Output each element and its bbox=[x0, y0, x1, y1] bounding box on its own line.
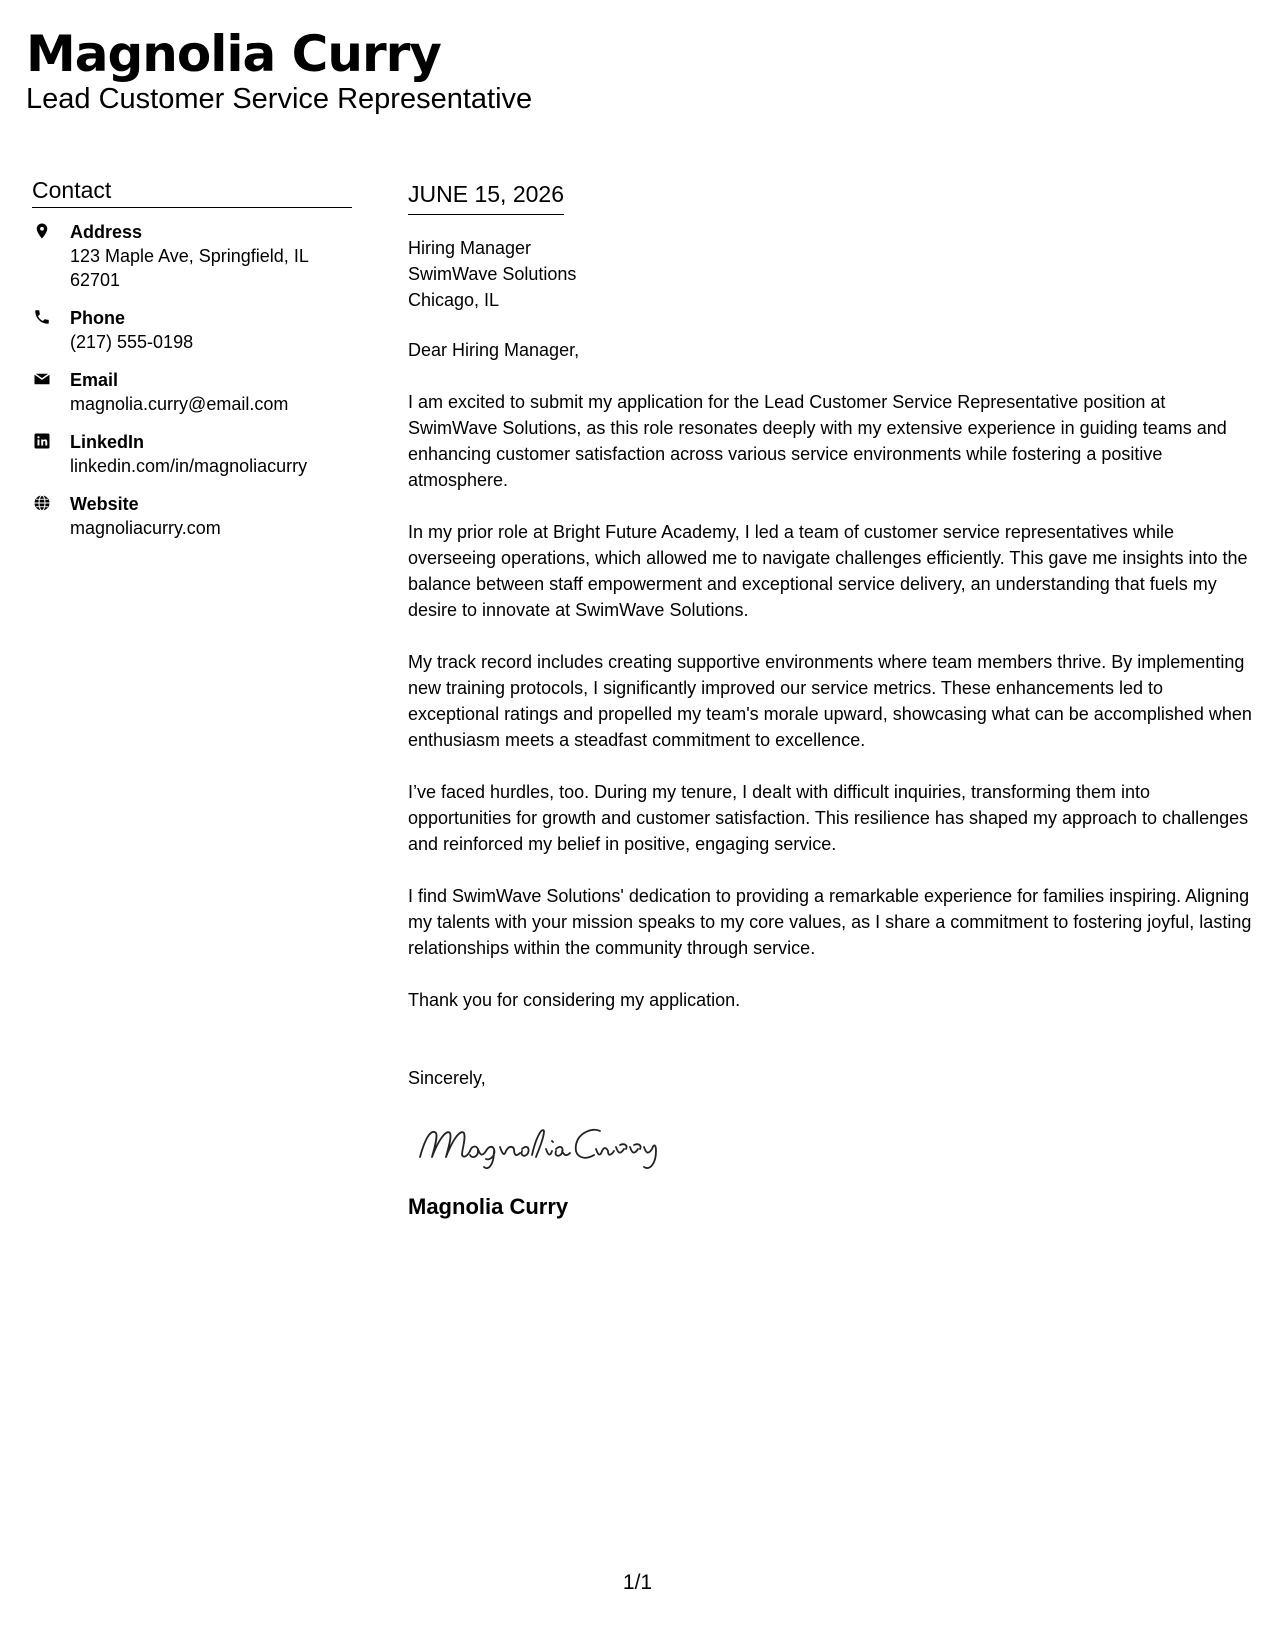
recipient-line: Chicago, IL bbox=[408, 290, 500, 310]
contact-item-linkedin bbox=[32, 430, 352, 478]
letter-paragraph: I am excited to submit my application for the Lead Customer Service Representative position at SwimWave Solutions, as this role resonates deeply with my extensive experience in guiding teams and enhancing customer satisfaction across various service environments while fostering a positive atmosphere. bbox=[408, 392, 1227, 490]
phone-icon bbox=[32, 307, 52, 327]
page-header bbox=[26, 26, 1249, 116]
contact-label: LinkedIn bbox=[70, 432, 145, 452]
letter-paragraph: I find SwimWave Solutions' dedication to providing a remarkable experience for families inspiring. Aligning my talents with your mission speaks to my core values, as I share a commitment to fostering joyful, lasting relationships within the community through service. bbox=[408, 886, 1252, 958]
page-number: 1/1 bbox=[622, 1571, 653, 1594]
recipient-line: Hiring Manager bbox=[408, 238, 532, 258]
address-value: 123 Maple Ave, Springfield, IL 62701 bbox=[70, 246, 309, 290]
contact-label: Website bbox=[70, 494, 139, 514]
closing: Sincerely, bbox=[408, 1068, 486, 1088]
letter-paragraph: Thank you for considering my application. bbox=[408, 990, 741, 1010]
applicant-name: Magnolia Curry bbox=[26, 25, 441, 83]
recipient-line: SwimWave Solutions bbox=[408, 264, 577, 284]
letter-body bbox=[408, 180, 1253, 1221]
letter-date: JUNE 15, 2026 bbox=[408, 180, 564, 215]
globe-icon bbox=[32, 493, 52, 513]
contact-label: Email bbox=[70, 370, 119, 390]
signed-name: Magnolia Curry bbox=[408, 1194, 569, 1219]
letter-paragraph: I’ve faced hurdles, too. During my tenure, I dealt with difficult inquiries, transforming them into opportunities for growth and customer satisfaction. This resilience has shaped my approach to challenges and reinforced my belief in positive, engaging service. bbox=[408, 782, 1249, 854]
contact-sidebar bbox=[32, 176, 352, 554]
contact-label: Address bbox=[70, 222, 143, 242]
letter-paragraph: My track record includes creating supportive environments where team members thrive. By implementing new training protocols, I significantly improved our service metrics. These enhancements led to exceptional ratings and propelled my team's morale upward, showcasing what can be accomplished when enthusiasm meets a steadfast commitment to excellence. bbox=[408, 652, 1252, 750]
salutation: Dear Hiring Manager, bbox=[408, 340, 580, 360]
website-value: magnoliacurry.com bbox=[70, 518, 221, 538]
email-value: magnolia.curry@email.com bbox=[70, 394, 289, 414]
contact-item-phone bbox=[32, 306, 352, 354]
contact-heading: Contact bbox=[32, 176, 352, 208]
contact-item-address bbox=[32, 220, 352, 292]
recipient-block bbox=[408, 235, 1253, 313]
linkedin-icon bbox=[32, 431, 52, 451]
letter-paragraph: In my prior role at Bright Future Academy, I led a team of customer service representatives while overseeing operations, which allowed me to navigate challenges efficiently. This gave me insights into the balance between staff empowerment and exceptional service delivery, an understanding that fuels my desire to innovate at SwimWave Solutions. bbox=[408, 522, 1248, 620]
phone-value: (217) 555-0198 bbox=[70, 332, 194, 352]
contact-item-email bbox=[32, 368, 352, 416]
map-pin-icon bbox=[32, 221, 52, 241]
applicant-title: Lead Customer Service Representative bbox=[26, 83, 533, 115]
contact-label: Phone bbox=[70, 308, 126, 328]
envelope-icon bbox=[32, 369, 52, 389]
contact-item-website bbox=[32, 492, 352, 540]
linkedin-value: linkedin.com/in/magnoliacurry bbox=[70, 456, 308, 476]
handwritten-signature bbox=[412, 1115, 672, 1173]
